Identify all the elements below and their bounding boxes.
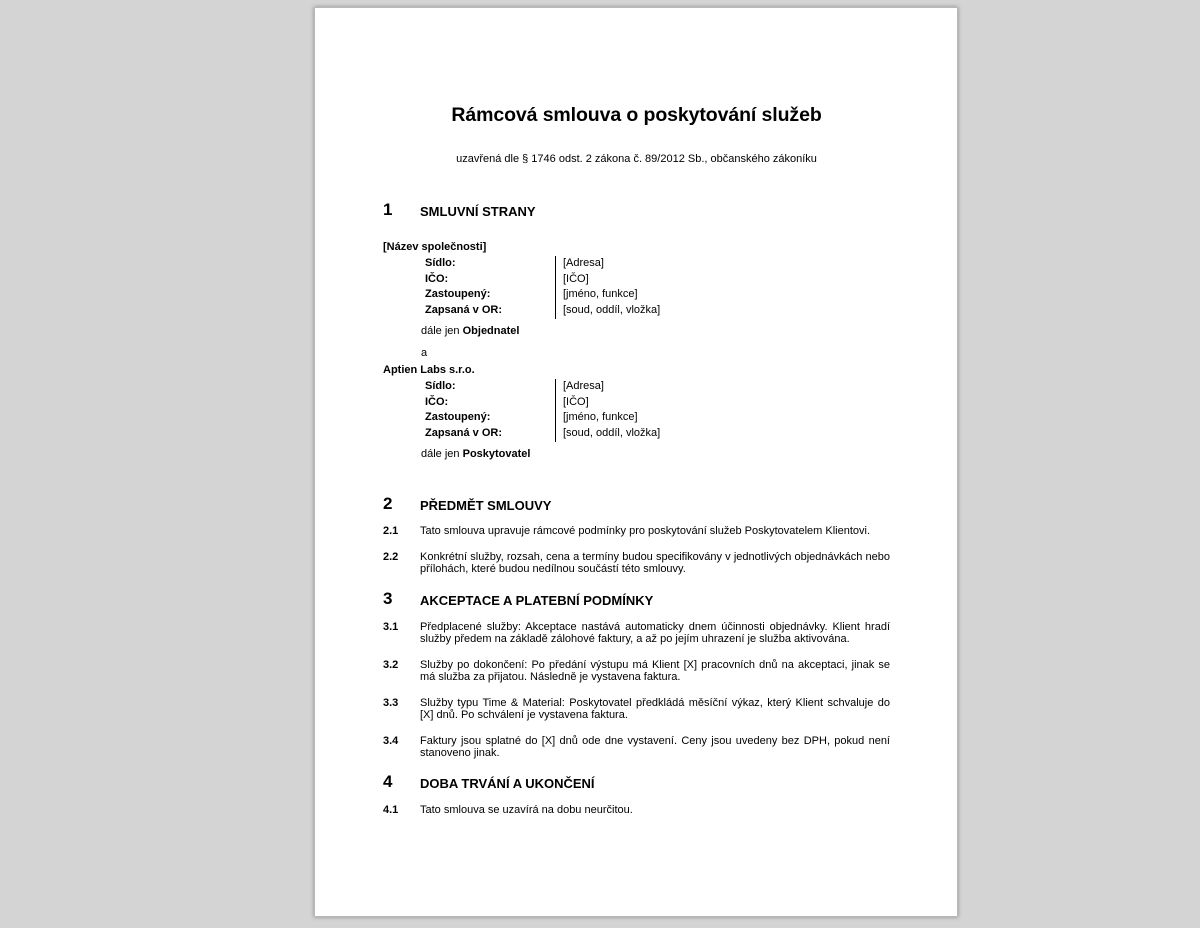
section-1-title: SMLUVNÍ STRANY: [420, 204, 536, 219]
party-1-label-or: Zapsaná v OR:: [425, 303, 503, 316]
party-1-value-sidlo: [Adresa]: [563, 257, 604, 269]
party-1-name: [Název společnosti]: [383, 241, 487, 253]
party-2-value-zastoupeny: [jméno, funkce]: [563, 411, 638, 424]
party-conjunction: a: [421, 347, 428, 359]
party-1-row-ico: [425, 272, 725, 288]
party-2-row-sidlo: [425, 379, 725, 395]
party-2-row-zastoupeny: [425, 410, 725, 426]
clause-2-1-number: 2.1: [383, 525, 399, 537]
clause-3-2-number: 3.2: [383, 659, 399, 671]
party-2-label-ico: IČO:: [425, 395, 449, 408]
party-2-row-ico: [425, 395, 725, 411]
clause-2-1-text: Tato smlouva upravuje rámcové podmínky pro poskytování služeb Poskytovatelem Klientovi.: [420, 525, 870, 537]
clause-3-4-number: 3.4: [383, 735, 399, 747]
section-1-number: 1: [383, 200, 393, 219]
document-page: [314, 7, 958, 917]
clause-3-3-number: 3.3: [383, 697, 399, 709]
document-title: Rámcová smlouva o poskytování služeb: [451, 104, 822, 126]
party-1-label-ico: IČO:: [425, 272, 449, 285]
clause-3-1-text: Předplacené služby: Akceptace nastává automaticky dnem účinnosti objednávky. Klient hradí služby předem na základě zálohové faktury, a až po jejím uhrazení je služba aktivována.: [420, 621, 890, 646]
clause-3-1-number: 3.1: [383, 621, 399, 633]
party-2-details: [425, 379, 725, 441]
party-1-role: Objednatel: [462, 325, 520, 337]
party-1-label-sidlo: Sídlo:: [425, 257, 456, 269]
clause-4-1-text: Tato smlouva se uzavírá na dobu neurčitou.: [420, 804, 633, 816]
party-2-note: [421, 448, 530, 460]
party-1-details: [425, 256, 725, 318]
party-1-value-zastoupeny: [jméno, funkce]: [563, 288, 638, 301]
party-2-role: Poskytovatel: [462, 448, 531, 460]
party-2-note-prefix: dále jen: [421, 448, 460, 460]
section-2-title: PŘEDMĚT SMLOUVY: [420, 498, 552, 513]
clause-3-3-text: Služby typu Time & Material: Poskytovatel předkládá měsíční výkaz, který Klient schvaluje do [X] dnů. Po schválení je vystavena faktura.: [420, 697, 890, 722]
section-4-number: 4: [383, 772, 393, 791]
clause-3-4-text: Faktury jsou splatné do [X] dnů ode dne vystavení. Ceny jsou uvedeny bez DPH, pokud není stanoveno jinak.: [420, 735, 890, 760]
party-2-label-sidlo: Sídlo:: [425, 380, 456, 392]
party-1-row-or: [425, 303, 725, 319]
section-3-number: 3: [383, 589, 393, 608]
party-2-value-ico: [IČO]: [563, 395, 589, 408]
party-1-row-sidlo: [425, 256, 725, 272]
section-3-title: AKCEPTACE A PLATEBNÍ PODMÍNKY: [420, 593, 654, 608]
party-1-note-prefix: dále jen: [421, 325, 460, 337]
party-1-value-or: [soud, oddíl, vložka]: [563, 303, 661, 316]
clause-2-2-number: 2.2: [383, 551, 399, 563]
party-2-name: Aptien Labs s.r.o.: [383, 364, 475, 376]
document-subtitle: uzavřená dle § 1746 odst. 2 zákona č. 89/2012 Sb., občanského zákoníku: [456, 153, 817, 165]
party-1-label-zastoupeny: Zastoupený:: [425, 288, 491, 301]
clause-4-1-number: 4.1: [383, 804, 399, 816]
section-4-title: DOBA TRVÁNÍ A UKONČENÍ: [420, 776, 595, 791]
clause-2-2-text: Konkrétní služby, rozsah, cena a termíny budou specifikovány v jednotlivých objednávkách nebo přílohách, které budou nedílnou součástí této smlouvy.: [420, 551, 890, 576]
party-1-value-ico: [IČO]: [563, 272, 589, 285]
party-2-label-zastoupeny: Zastoupený:: [425, 411, 491, 424]
clause-3-2-text: Služby po dokončení: Po předání výstupu má Klient [X] pracovních dnů na akceptaci, jinak se má služba za přijatou. Následně je vystavena faktura.: [420, 659, 890, 684]
party-2-label-or: Zapsaná v OR:: [425, 426, 503, 439]
party-1-note: [421, 325, 519, 337]
section-2-number: 2: [383, 494, 393, 513]
party-2-value-or: [soud, oddíl, vložka]: [563, 426, 661, 439]
party-2-row-or: [425, 426, 725, 442]
party-2-value-sidlo: [Adresa]: [563, 380, 604, 392]
party-1-row-zastoupeny: [425, 287, 725, 303]
